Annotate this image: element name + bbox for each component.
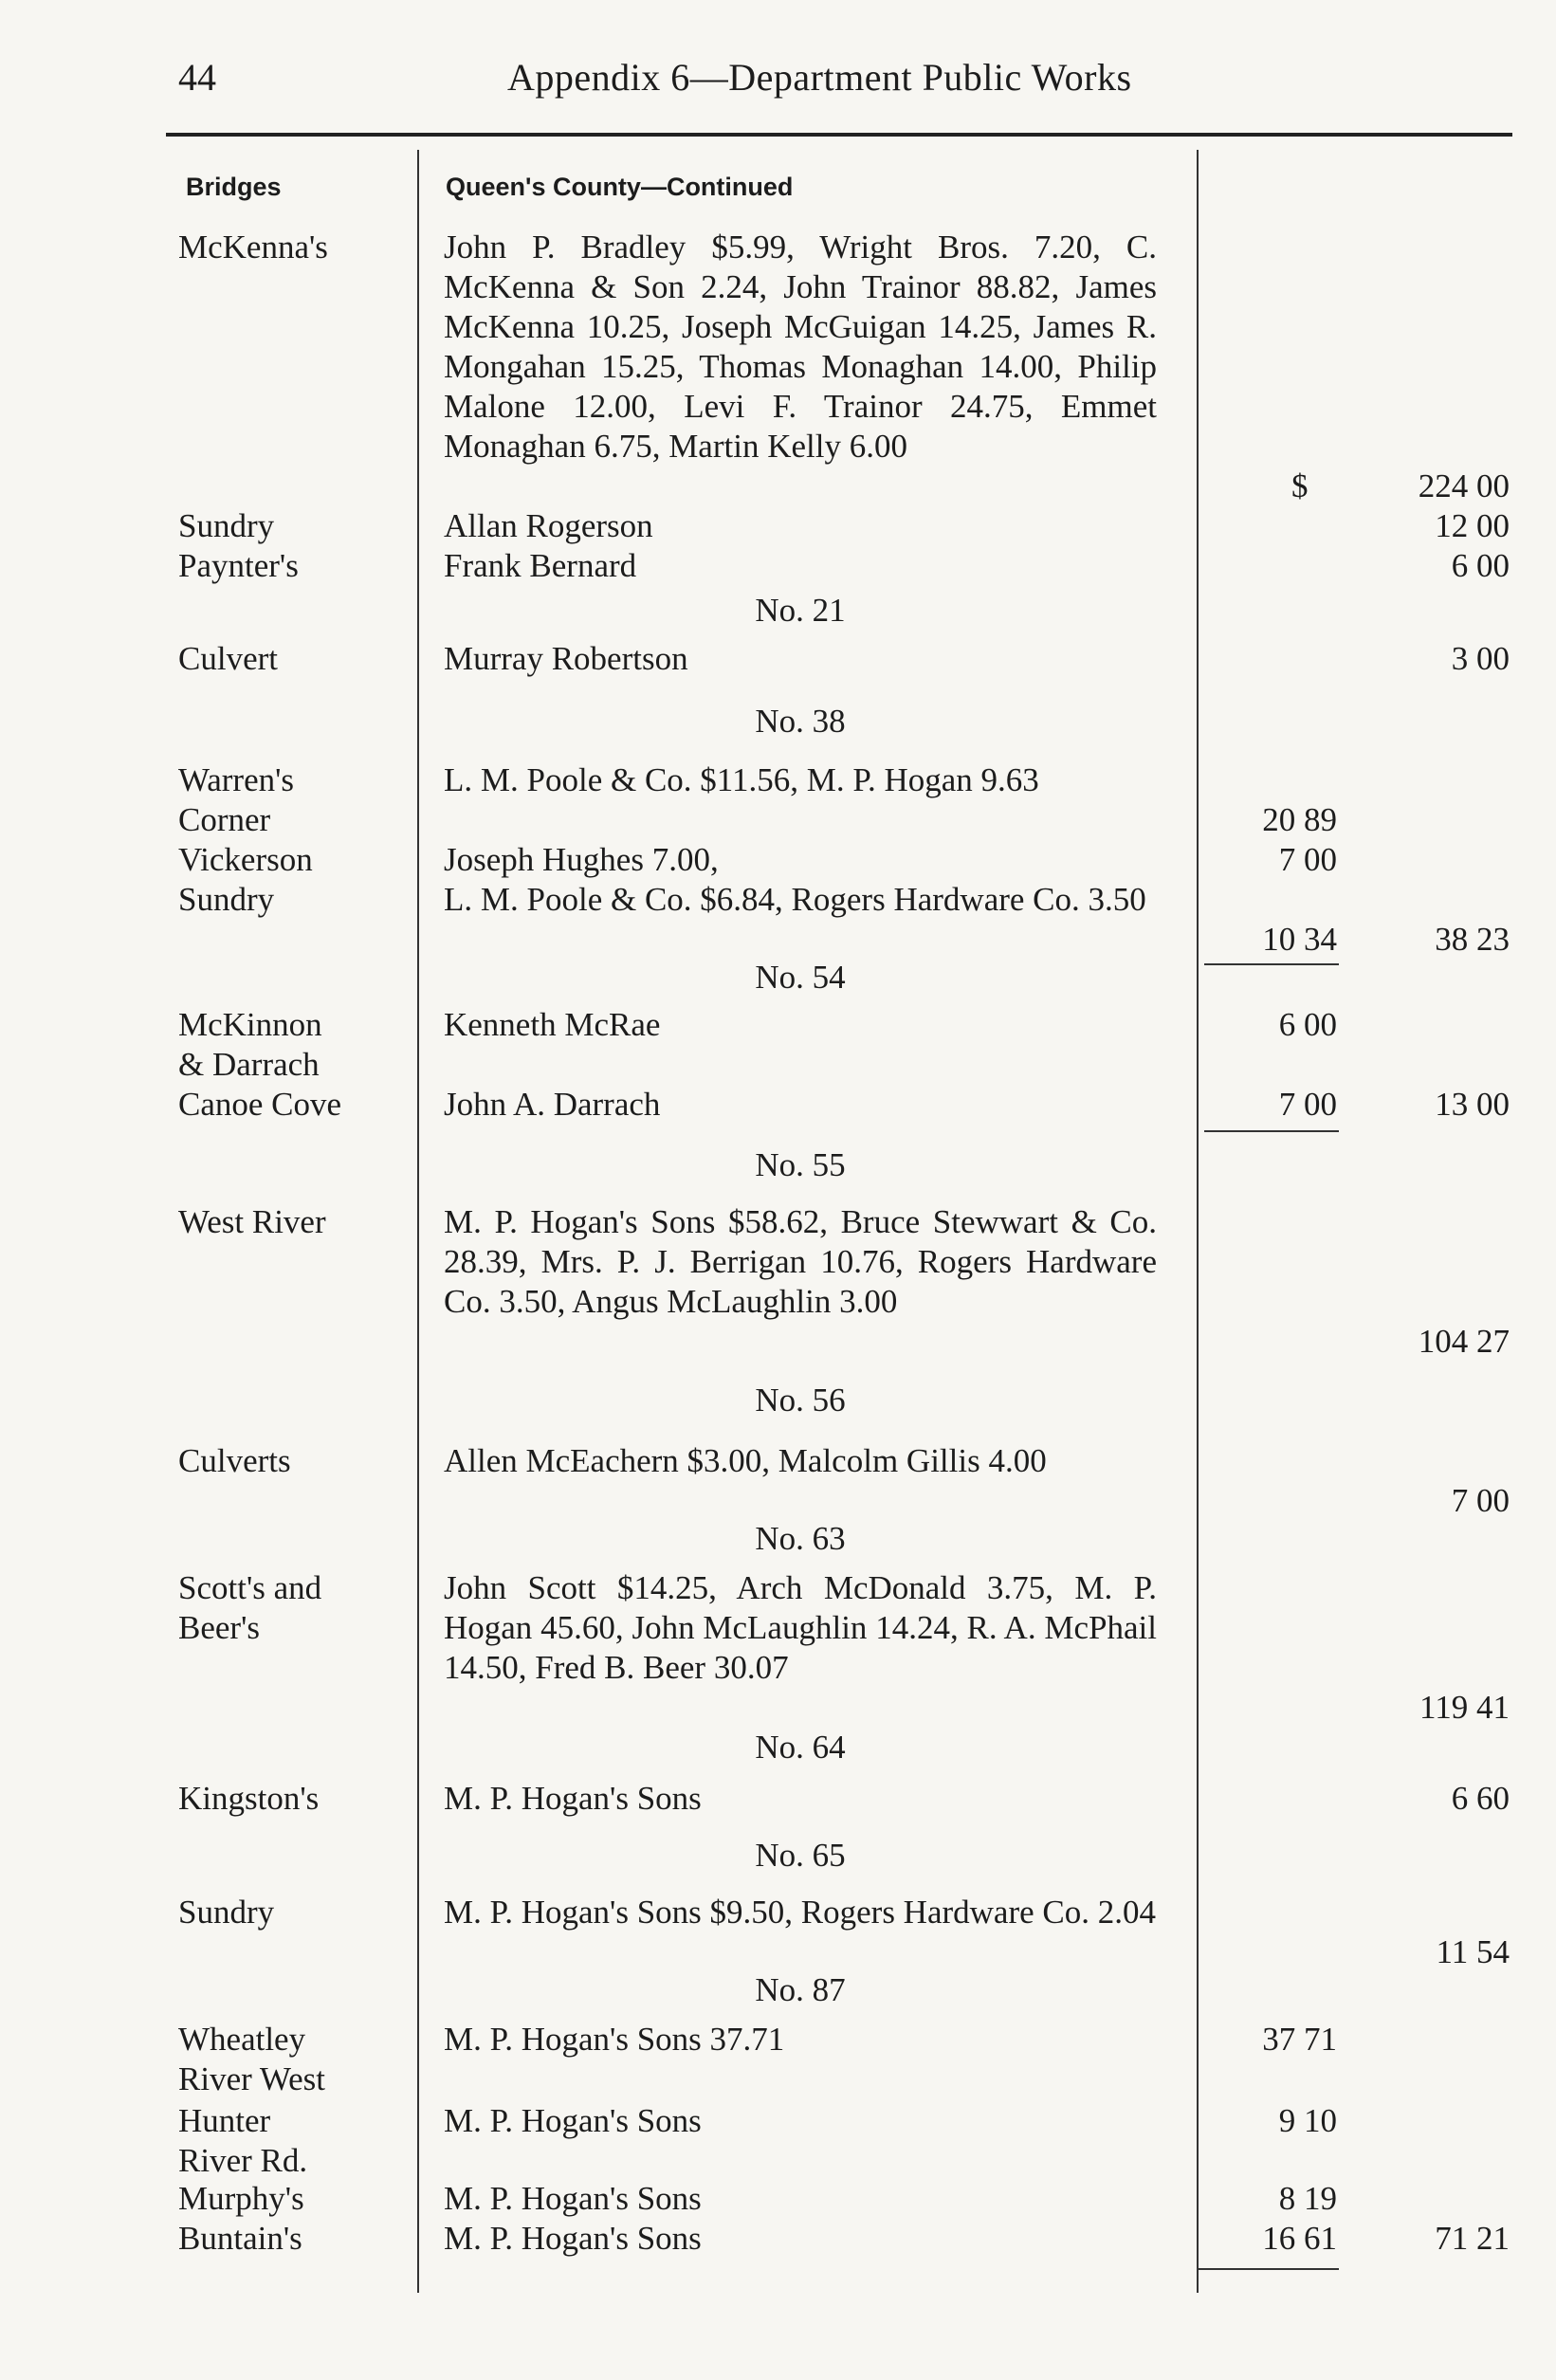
column-header-bridges: Bridges — [186, 173, 282, 201]
bridge-label: Hunter River Rd. — [178, 2102, 308, 2179]
bridge-label: Wheatley River West — [178, 2021, 325, 2097]
section-number: No. 54 — [755, 959, 846, 996]
bridge-label: McKinnon & Darrach — [178, 1006, 322, 1083]
entry-total: 6 00 — [1451, 547, 1510, 584]
entry-description: M. P. Hogan's Sons — [444, 2180, 702, 2217]
entry-subtotal: 7 00 — [1278, 1086, 1337, 1123]
entry-description: John Scott $14.25, Arch McDonald 3.75, M. P. Hogan 45.60, John McLaughlin 14.24, R. A. McPhail 14.50, Fred B. Beer 30.07 — [444, 1569, 1157, 1686]
page-header — [0, 49, 1556, 106]
section-number: No. 65 — [755, 1837, 846, 1874]
bridge-label: Sundry — [178, 1894, 275, 1931]
entry-total: 38 23 — [1435, 921, 1510, 958]
entry-description: Allen McEachern $3.00, Malcolm Gillis 4.00 — [444, 1442, 1047, 1479]
entry-description: M. P. Hogan's Sons 37.71 — [444, 2021, 785, 2058]
bridge-label: Sundry — [178, 507, 275, 544]
entry-description: M. P. Hogan's Sons — [444, 2102, 702, 2139]
entry-total: 13 00 — [1435, 1086, 1510, 1123]
page-number: 44 — [178, 56, 216, 99]
entry-subtotal: 37 71 — [1262, 2021, 1337, 2058]
entry-total: 71 21 — [1435, 2220, 1510, 2257]
entry-description: Joseph Hughes 7.00, — [444, 841, 719, 878]
header-rule — [166, 133, 1512, 137]
entry-description: Frank Bernard — [444, 547, 637, 584]
entry-total: 6 60 — [1451, 1780, 1510, 1817]
section-number: No. 38 — [755, 703, 846, 740]
subtotal-rule — [1204, 1130, 1339, 1132]
entry-subtotal: 16 61 — [1262, 2220, 1337, 2257]
entry-subtotal: 10 34 — [1262, 921, 1337, 958]
entry-subtotal: 20 89 — [1262, 801, 1337, 838]
subtotal-rule — [1197, 2268, 1339, 2270]
section-number: No. 55 — [755, 1146, 846, 1183]
entry-total: 11 54 — [1436, 1933, 1510, 1970]
entry-total: 7 00 — [1451, 1482, 1510, 1519]
entry-description: Allan Rogerson — [444, 507, 653, 544]
bridge-label: Vickerson — [178, 841, 313, 878]
bridge-label: Warren's Corner — [178, 761, 295, 838]
entry-total: 3 00 — [1451, 640, 1510, 677]
column-header-county: Queen's County—Continued — [446, 173, 794, 201]
bridge-label: Murphy's — [178, 2180, 304, 2217]
bridge-label: Canoe Cove — [178, 1086, 342, 1123]
entry-description: M. P. Hogan's Sons — [444, 1780, 702, 1817]
bridge-label: Culverts — [178, 1442, 291, 1479]
entry-subtotal: 8 19 — [1278, 2180, 1337, 2217]
column-rule-left — [417, 150, 419, 2293]
entry-description: John P. Bradley $5.99, Wright Bros. 7.20, C. McKenna & Son 2.24, John Trainor 88.82, James McKenna 10.25, Joseph McGuigan 14.25, James R. Mongahan 15.25, Thomas Monaghan 14.00, Philip Malone 12.00, Levi F. Trainor 24.75, Emmet Monaghan 6.75, Martin Kelly 6.00 — [444, 229, 1157, 465]
bridge-label: Paynter's — [178, 547, 299, 584]
entry-total: 104 27 — [1418, 1323, 1510, 1360]
bridge-label: Scott's and Beer's — [178, 1569, 322, 1646]
entry-total: 224 00 — [1418, 467, 1510, 504]
section-number: No. 87 — [755, 1971, 846, 2008]
entry-subtotal: 9 10 — [1278, 2102, 1337, 2139]
subtotal-rule — [1204, 963, 1339, 965]
currency-symbol: $ — [1291, 467, 1309, 504]
entry-description: M. P. Hogan's Sons — [444, 2220, 702, 2257]
entry-total: 12 00 — [1435, 507, 1510, 544]
section-number: No. 63 — [755, 1520, 846, 1557]
section-number: No. 64 — [755, 1729, 846, 1766]
entry-description: L. M. Poole & Co. $6.84, Rogers Hardware Co. 3.50 — [444, 881, 1146, 918]
entry-subtotal: 7 00 — [1278, 841, 1337, 878]
running-title: Appendix 6—Department Public Works — [507, 56, 1132, 99]
entry-description: L. M. Poole & Co. $11.56, M. P. Hogan 9.63 — [444, 761, 1039, 798]
bridge-label: Culvert — [178, 640, 278, 677]
entry-description: Murray Robertson — [444, 640, 688, 677]
entry-description: Kenneth McRae — [444, 1006, 661, 1043]
entry-subtotal: 6 00 — [1278, 1006, 1337, 1043]
bridge-label: West River — [178, 1203, 326, 1240]
bridge-label: McKenna's — [178, 229, 328, 265]
bridge-label: Kingston's — [178, 1780, 320, 1817]
bridge-label: Buntain's — [178, 2220, 302, 2257]
entry-total: 119 41 — [1419, 1689, 1510, 1726]
entry-description: John A. Darrach — [444, 1086, 661, 1123]
column-rule-right — [1197, 150, 1199, 2293]
entry-description: M. P. Hogan's Sons $58.62, Bruce Stewwart & Co. 28.39, Mrs. P. J. Berrigan 10.76, Rogers Hardware Co. 3.50, Angus McLaughlin 3.00 — [444, 1203, 1157, 1320]
bridge-label: Sundry — [178, 881, 275, 918]
entry-description: M. P. Hogan's Sons $9.50, Rogers Hardware Co. 2.04 — [444, 1894, 1156, 1931]
section-number: No. 21 — [755, 592, 846, 629]
section-number: No. 56 — [755, 1382, 846, 1419]
